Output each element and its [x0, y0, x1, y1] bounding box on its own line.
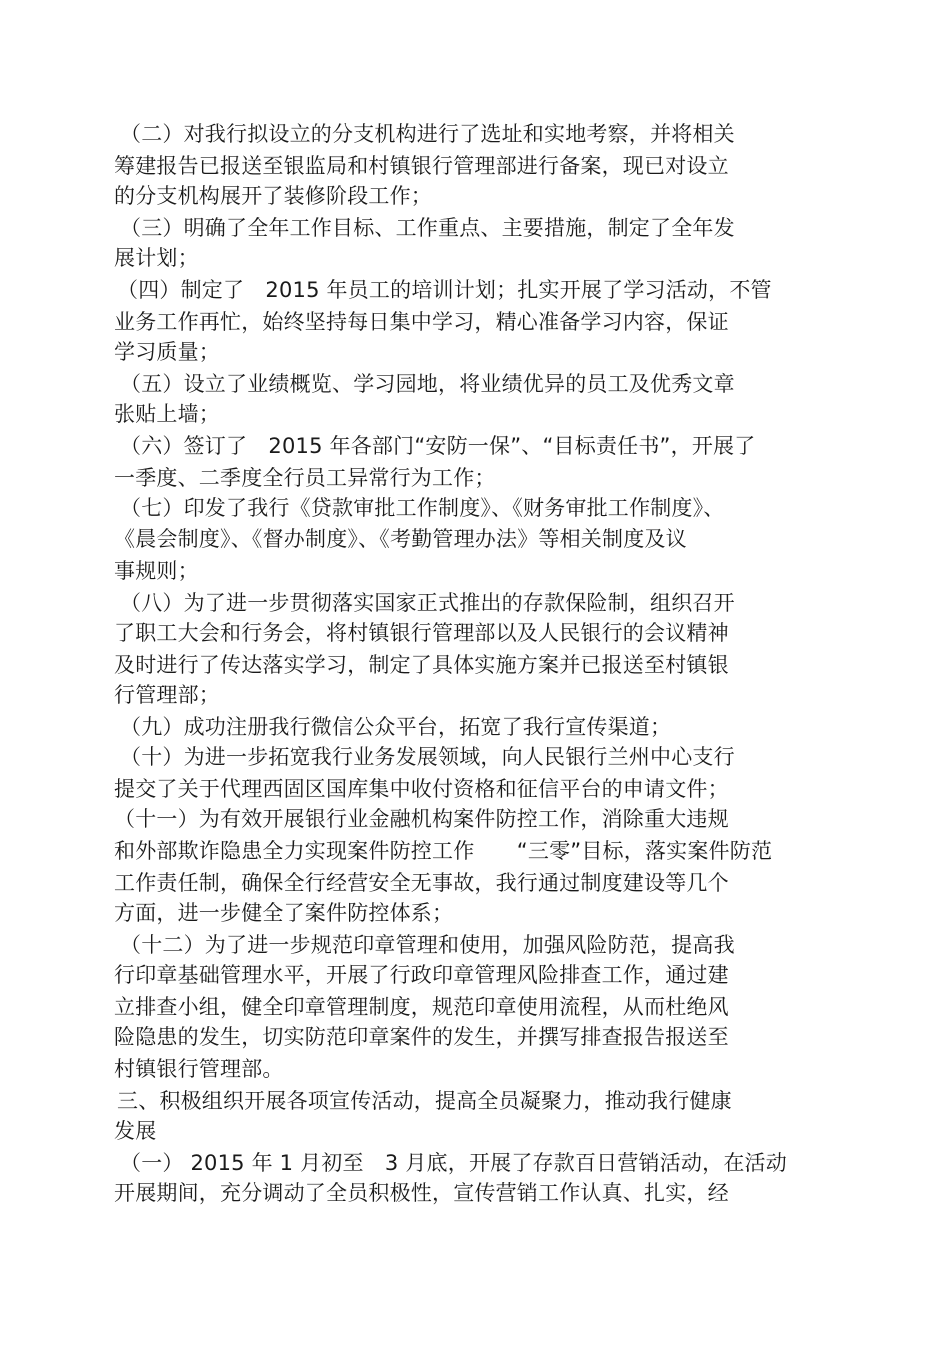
text-line: （一） 2015 年 1 月初至 3 月底，开展了存款百日营销活动，在活动: [120, 1151, 787, 1175]
text-line: 及时进行了传达落实学习，制定了具体实施方案并已报送至村镇银: [114, 653, 729, 677]
text-line: 立排查小组，健全印章管理制度，规范印章使用流程，从而杜绝风: [114, 995, 729, 1019]
text-line: 了职工大会和行务会，将村镇银行管理部以及人民银行的会议精神: [114, 621, 729, 645]
text-line: （九）成功注册我行微信公众平台，拓宽了我行宣传渠道；: [120, 715, 672, 739]
text-line: 展计划；: [114, 246, 199, 270]
text-line: （八）为了进一步贯彻落实国家正式推出的存款保险制，组织召开: [120, 591, 735, 615]
text-line: 《晨会制度》、《督办制度》、《考勤管理办法》等相关制度及议: [114, 527, 687, 551]
text-line: 村镇银行管理部。: [114, 1057, 284, 1081]
text-line: 业务工作再忙，始终坚持每日集中学习，精心准备学习内容，保证: [114, 310, 729, 334]
text-line: （七）印发了我行《贷款审批工作制度》、《财务审批工作制度》、: [120, 496, 725, 520]
text-line: 工作责任制，确保全行经营安全无事故，我行通过制度建设等几个: [114, 871, 729, 895]
text-line: （二）对我行拟设立的分支机构进行了选址和实地考察，并将相关: [120, 122, 735, 146]
text-line: 张贴上墙；: [114, 402, 220, 426]
text-line: （三）明确了全年工作目标、工作重点、主要措施，制定了全年发: [120, 216, 735, 240]
section-heading: 发展: [114, 1119, 157, 1143]
text-line: 一季度、二季度全行员工异常行为工作；: [114, 466, 496, 490]
text-line: 方面，进一步健全了案件防控体系；: [114, 901, 454, 925]
text-line: （六）签订了 2015 年各部门“安防一保”、“目标责任书”，开展了: [120, 434, 756, 458]
text-line: 行印章基础管理水平，开展了行政印章管理风险排查工作，通过建: [114, 963, 729, 987]
text-line: 和外部欺诈隐患全力实现案件防控工作 “三零”目标，落实案件防范: [114, 839, 773, 863]
text-line: 行管理部；: [114, 683, 220, 707]
text-line: 学习质量；: [114, 340, 220, 364]
text-line: 筹建报告已报送至银监局和村镇银行管理部进行备案，现已对设立: [114, 154, 729, 178]
text-line: （五）设立了业绩概览、学习园地，将业绩优异的员工及优秀文章: [120, 372, 735, 396]
text-line: 开展期间，充分调动了全员积极性，宣传营销工作认真、扎实，经: [114, 1181, 729, 1205]
text-line: （十）为进一步拓宽我行业务发展领域，向人民银行兰州中心支行: [120, 745, 735, 769]
text-line: （十二）为了进一步规范印章管理和使用，加强风险防范，提高我: [120, 933, 735, 957]
text-line: 提交了关于代理西固区国库集中收付资格和征信平台的申请文件；: [114, 777, 729, 801]
text-line: （十一）为有效开展银行业金融机构案件防控工作，消除重大违规: [114, 807, 729, 831]
text-line: 事规则；: [114, 559, 199, 583]
text-line: 的分支机构展开了装修阶段工作；: [114, 184, 432, 208]
text-line: （四）制定了 2015 年员工的培训计划；扎实开展了学习活动，不管: [117, 278, 772, 302]
section-heading: 三、积极组织开展各项宣传活动，提高全员凝聚力，推动我行健康: [117, 1089, 732, 1113]
text-line: 险隐患的发生，切实防范印章案件的发生，并撰写排查报告报送至: [114, 1025, 729, 1049]
